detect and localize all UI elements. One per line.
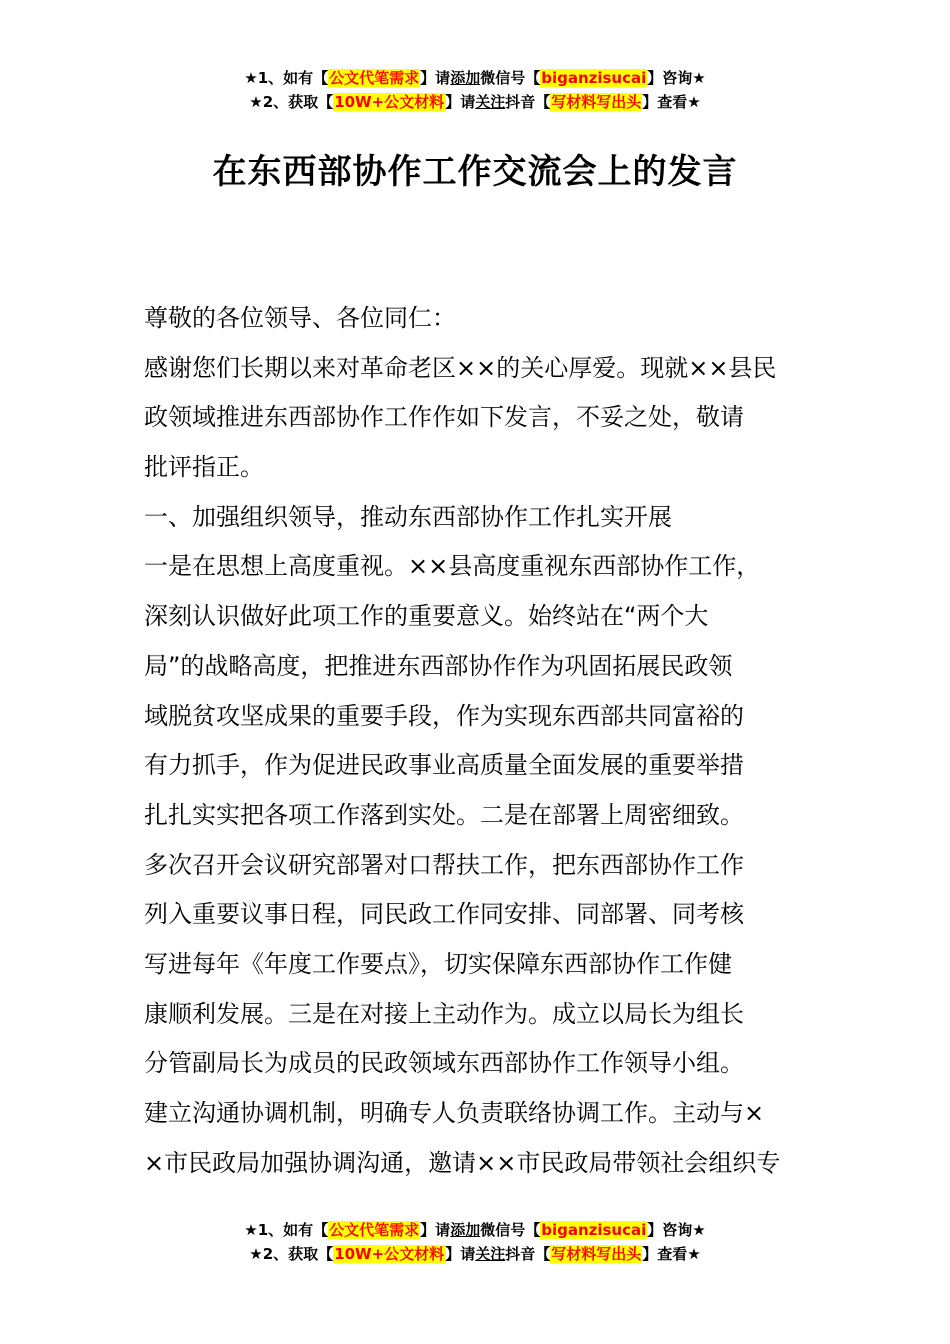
body-line: 康顺利发展。三是在对接上主动作为。成立以局长为组长 xyxy=(144,999,744,1028)
promo-text: 】请 xyxy=(420,1221,451,1239)
body-line: 深刻认识做好此项工作的重要意义。始终站在“两个大 xyxy=(144,602,709,631)
promo-text: 】咨询★ xyxy=(647,1221,706,1239)
body-line: 多次召开会议研究部署对口帮扶工作，把东西部协作工作 xyxy=(144,850,744,879)
promo-highlight: 10W+公文材料 xyxy=(334,93,445,111)
promo-highlight: 公文代笔需求 xyxy=(329,69,420,87)
promo-highlight-wechat-id: biganzisucai xyxy=(541,69,647,87)
header-promo-line-1 xyxy=(0,66,950,90)
body-line: 扎扎实实把各项工作落到实处。二是在部署上周密细致。 xyxy=(144,800,744,829)
promo-text: 】查看★ xyxy=(642,93,701,111)
body-line: ×市民政局加强协调沟通，邀请××市民政局带领社会组织专 xyxy=(144,1148,781,1177)
promo-text: 微信号【 xyxy=(480,1221,541,1239)
body-line: 建立沟通协调机制，明确专人负责联络协调工作。主动与× xyxy=(144,1099,765,1127)
header-promo xyxy=(0,66,950,114)
promo-text: 】请 xyxy=(445,93,476,111)
promo-underline: 关注 xyxy=(475,1245,506,1263)
promo-highlight-douyin-id: 写材料写出头 xyxy=(551,1245,642,1263)
body-line: 有力抓手，作为促进民政事业高质量全面发展的重要举措 xyxy=(144,751,744,780)
promo-underline: 关注 xyxy=(475,93,506,111)
promo-text: ★1、如有【 xyxy=(244,69,329,87)
section-heading: 一、加强组织领导，推动东西部协作工作扎实开展 xyxy=(144,502,672,531)
promo-text: 】请 xyxy=(420,69,451,87)
promo-highlight: 10W+公文材料 xyxy=(334,1245,445,1263)
body-line: 局”的战略高度，把推进东西部协作作为巩固拓展民政领 xyxy=(144,651,733,680)
promo-text: 抖音【 xyxy=(505,1245,551,1263)
footer-promo-line-2 xyxy=(0,1242,950,1266)
promo-highlight: 公文代笔需求 xyxy=(329,1221,420,1239)
footer-promo-line-1 xyxy=(0,1218,950,1242)
header-promo-line-2 xyxy=(0,90,950,114)
promo-highlight-wechat-id: biganzisucai xyxy=(541,1221,647,1239)
body-line: 写进每年《年度工作要点》，切实保障东西部协作工作健 xyxy=(144,949,732,978)
promo-text: 】请 xyxy=(445,1245,476,1263)
promo-underline: 添加 xyxy=(450,1221,481,1239)
promo-text: 微信号【 xyxy=(480,69,541,87)
document-title: 在东西部协作工作交流会上的发言 xyxy=(212,152,738,192)
body-line: 批评指正。 xyxy=(144,453,264,482)
promo-text: ★2、获取【 xyxy=(249,1245,334,1263)
promo-text: 抖音【 xyxy=(505,93,551,111)
promo-underline: 添加 xyxy=(450,69,481,87)
promo-text: ★1、如有【 xyxy=(244,1221,329,1239)
body-line: 一是在思想上高度重视。××县高度重视东西部协作工作， xyxy=(144,552,761,581)
salutation: 尊敬的各位领导、各位同仁： xyxy=(144,304,456,332)
footer-promo xyxy=(0,1218,950,1266)
body-line: 分管副局长为成员的民政领域东西部协作工作领导小组。 xyxy=(144,1049,744,1078)
promo-text: 】查看★ xyxy=(642,1245,701,1263)
promo-text: 】咨询★ xyxy=(647,69,706,87)
body-line: 感谢您们长期以来对革命老区××的关心厚爱。现就××县民 xyxy=(144,353,777,382)
promo-text: ★2、获取【 xyxy=(249,93,334,111)
body-line: 列入重要议事日程，同民政工作同安排、同部署、同考核 xyxy=(144,900,744,929)
body-line: 域脱贫攻坚成果的重要手段，作为实现东西部共同富裕的 xyxy=(144,701,744,730)
document-body xyxy=(144,294,814,1188)
body-line: 政领域推进东西部协作工作作如下发言，不妥之处，敬请 xyxy=(144,403,744,432)
promo-highlight-douyin-id: 写材料写出头 xyxy=(551,93,642,111)
